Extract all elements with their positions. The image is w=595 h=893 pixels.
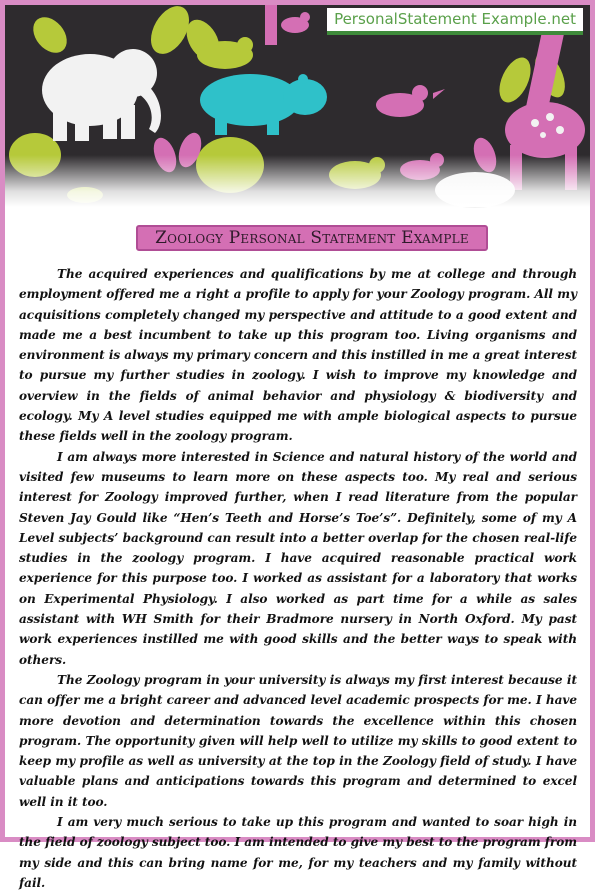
banner-fade <box>5 155 590 207</box>
animal-pattern-banner <box>5 5 590 207</box>
site-label[interactable]: PersonalStatement Example.net <box>327 8 583 35</box>
paragraph-3: The Zoology program in your university is always my first interest because it can offer me a bright career and advanced level academic prospects for me. I have more devotion and determination towards the excellence within this chosen program. The opportunity given will help well to utilize my skills to good extent to keep my profile as well as university at the top in the Zoology field of study. I have valuable plans and anticipations towards this program and determined to excel well in it too. <box>19 672 577 809</box>
paragraph-2: I am always more interested in Science and natural history of the world and visited few museums to learn more on these aspects too. My real and serious interest for Zoology improved further, when I read literature from the popular Steven Jay Gould like “Hen’s Teeth and Horse’s Toe’s”. Definitely, some of my A Level subjects’ background can result into a better overlap for the chosen real-life studies in the zoology program. I have acquired reasonable practical work experience for this purpose too. I worked as assistant for a laboratory that works on Experimental Physiology. I also worked as part time for a while as sales assistant with WH Smith for their Bradmore nursery in North Oxford. My past work experiences instilled me with good skills and the better ways to speak with others. <box>19 449 577 667</box>
statement-body <box>19 264 577 893</box>
document-title: Zoology Personal Statement Example <box>136 225 488 251</box>
elephant-icon <box>42 49 161 141</box>
paragraph-4: I am very much serious to take up this program and wanted to soar high in the field of zoology subject too. I am intended to give my best to the program from my side and this can bring name for me, for my teachers and my family without fail. <box>19 815 577 890</box>
paragraph-1: The acquired experiences and qualifications by me at college and through employment offered me a right a profile to apply for your Zoology program. All my acquisitions completely changed my perspective and attitude to a good extent and made me a best incumbent to take up this program too. Living organisms and environment is always my primary concern and this instilled in me a great interest to pursue my further studies in zoology. I wish to improve my knowledge and overview in the fields of animal behavior and physiology & biodiversity and ecology. My A level studies equipped me with ample biological aspects to pursue these fields well in the zoology program. <box>19 267 577 444</box>
hippo-icon <box>200 74 327 135</box>
